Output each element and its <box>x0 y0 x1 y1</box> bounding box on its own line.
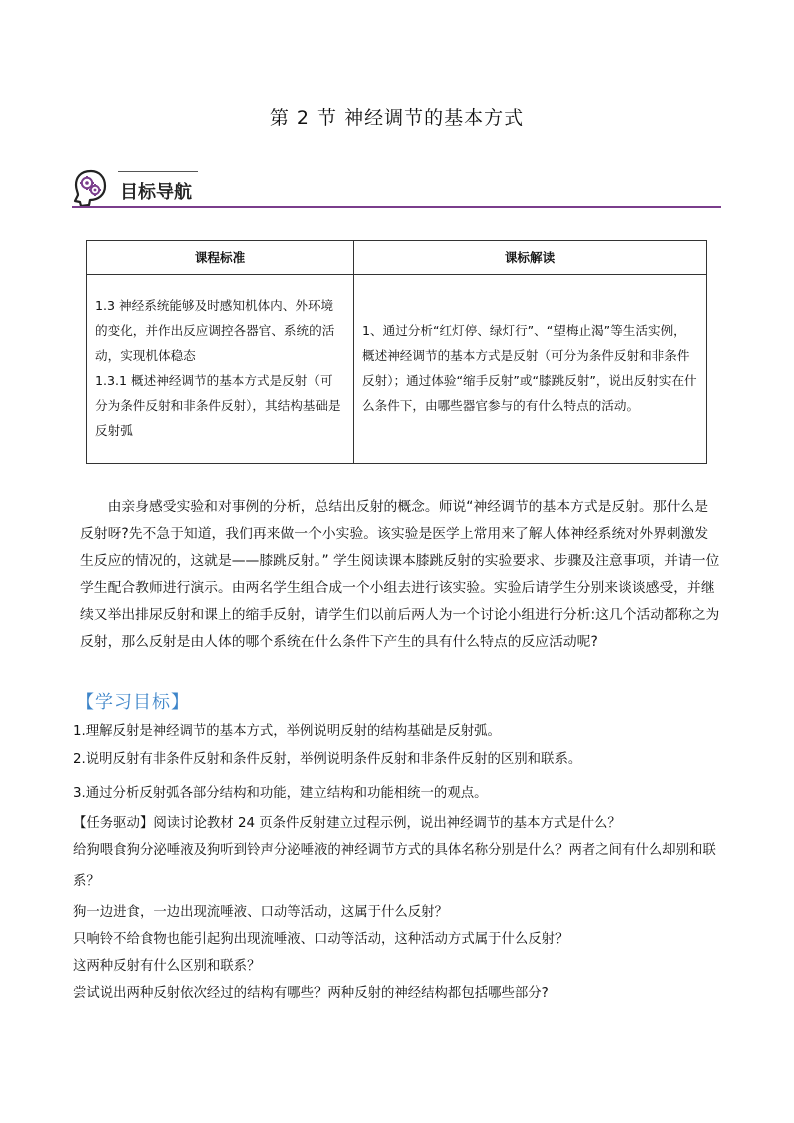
standards-table <box>86 240 707 464</box>
page-title: 第 2 节 神经调节的基本方式 <box>269 107 525 129</box>
table-row <box>87 275 707 464</box>
table-header-row <box>87 241 707 275</box>
interpretation-text: 1、通过分析“红灯停、绿灯行”、“望梅止渴”等生活实例，概述神经调节的基本方式是反射（可分为条件反射和非条件反射）；通过体验“缩手反射”或“膝跳反射”，说出反射实在什么条件下，由哪些器官参与的有什么特点的活动。 <box>362 323 697 413</box>
nav-top-divider <box>118 171 198 172</box>
standard-cell <box>87 275 354 464</box>
column-header: 课程标准 <box>87 241 354 275</box>
section-divider <box>72 206 721 208</box>
standard-paragraph: 1.3.1 概述神经调节的基本方式是反射（可分为条件反射和非条件反射），其结构基础是反射弧 <box>95 373 341 438</box>
task-question: 这两种反射有什么区别和联系？ <box>73 959 261 974</box>
interpretation-cell <box>354 275 707 464</box>
task-question: 狗一边进食，一边出现流唾液、口动等活动，这属于什么反射？ <box>73 905 448 920</box>
objectives-header: 【学习目标】 <box>76 692 190 713</box>
intro-paragraph: 由亲身感受实验和对事例的分析，总结出反射的概念。师说“神经调节的基本方式是反射。那什么是反射呀?先不急于知道，我们再来做一个小实验。该实验是医学上常用来了解人体神经系统对外界刺激发生反应的情况的，这就是——膝跳反射。” 学生阅读课本膝跳反射的实验要求、步骤及注意事项，并请一位学生配合教师进行演示。由两名学生组合成一个小组去进行该实验。实验后请学生分别来谈谈感受，并继续又举出排尿反射和课上的缩手反射，请学生们以前后两人为一个讨论小组进行分析:这几个活动都称之为反射，那么反射是由人体的哪个系统在什么条件下产生的具有什么特点的反应活动呢? <box>80 499 720 650</box>
objective-item: 1.理解反射是神经调节的基本方式，举例说明反射的结构基础是反射弧。 <box>73 724 501 739</box>
brain-gears-icon <box>72 168 110 208</box>
standard-paragraph: 1.3 神经系统能够及时感知机体内、外环境的变化，并作出反应调控各器官、系统的活动，实现机体稳态 <box>95 298 335 363</box>
column-header: 课标解读 <box>354 241 707 275</box>
task-question: 只响铃不给食物也能引起狗出现流唾液、口动等活动，这种活动方式属于什么反射？ <box>73 932 569 947</box>
objective-item: 2.说明反射有非条件反射和条件反射，举例说明条件反射和非条件反射的区别和联系。 <box>73 752 582 767</box>
task-question: 给狗喂食狗分泌唾液及狗听到铃声分泌唾液的神经调节方式的具体名称分别是什么？两者之间有什么却别和联系？ <box>73 843 716 889</box>
objective-item: 3.通过分析反射弧各部分结构和功能，建立结构和功能相统一的观点。 <box>73 786 488 801</box>
task-question: 尝试说出两种反射依次经过的结构有哪些？两种反射的神经结构都包括哪些部分? <box>73 986 549 1001</box>
nav-section-title: 目标导航 <box>120 182 192 203</box>
task-drive-lead: 【任务驱动】阅读讨论教材 24 页条件反射建立过程示例，说出神经调节的基本方式是什么？ <box>73 816 621 831</box>
